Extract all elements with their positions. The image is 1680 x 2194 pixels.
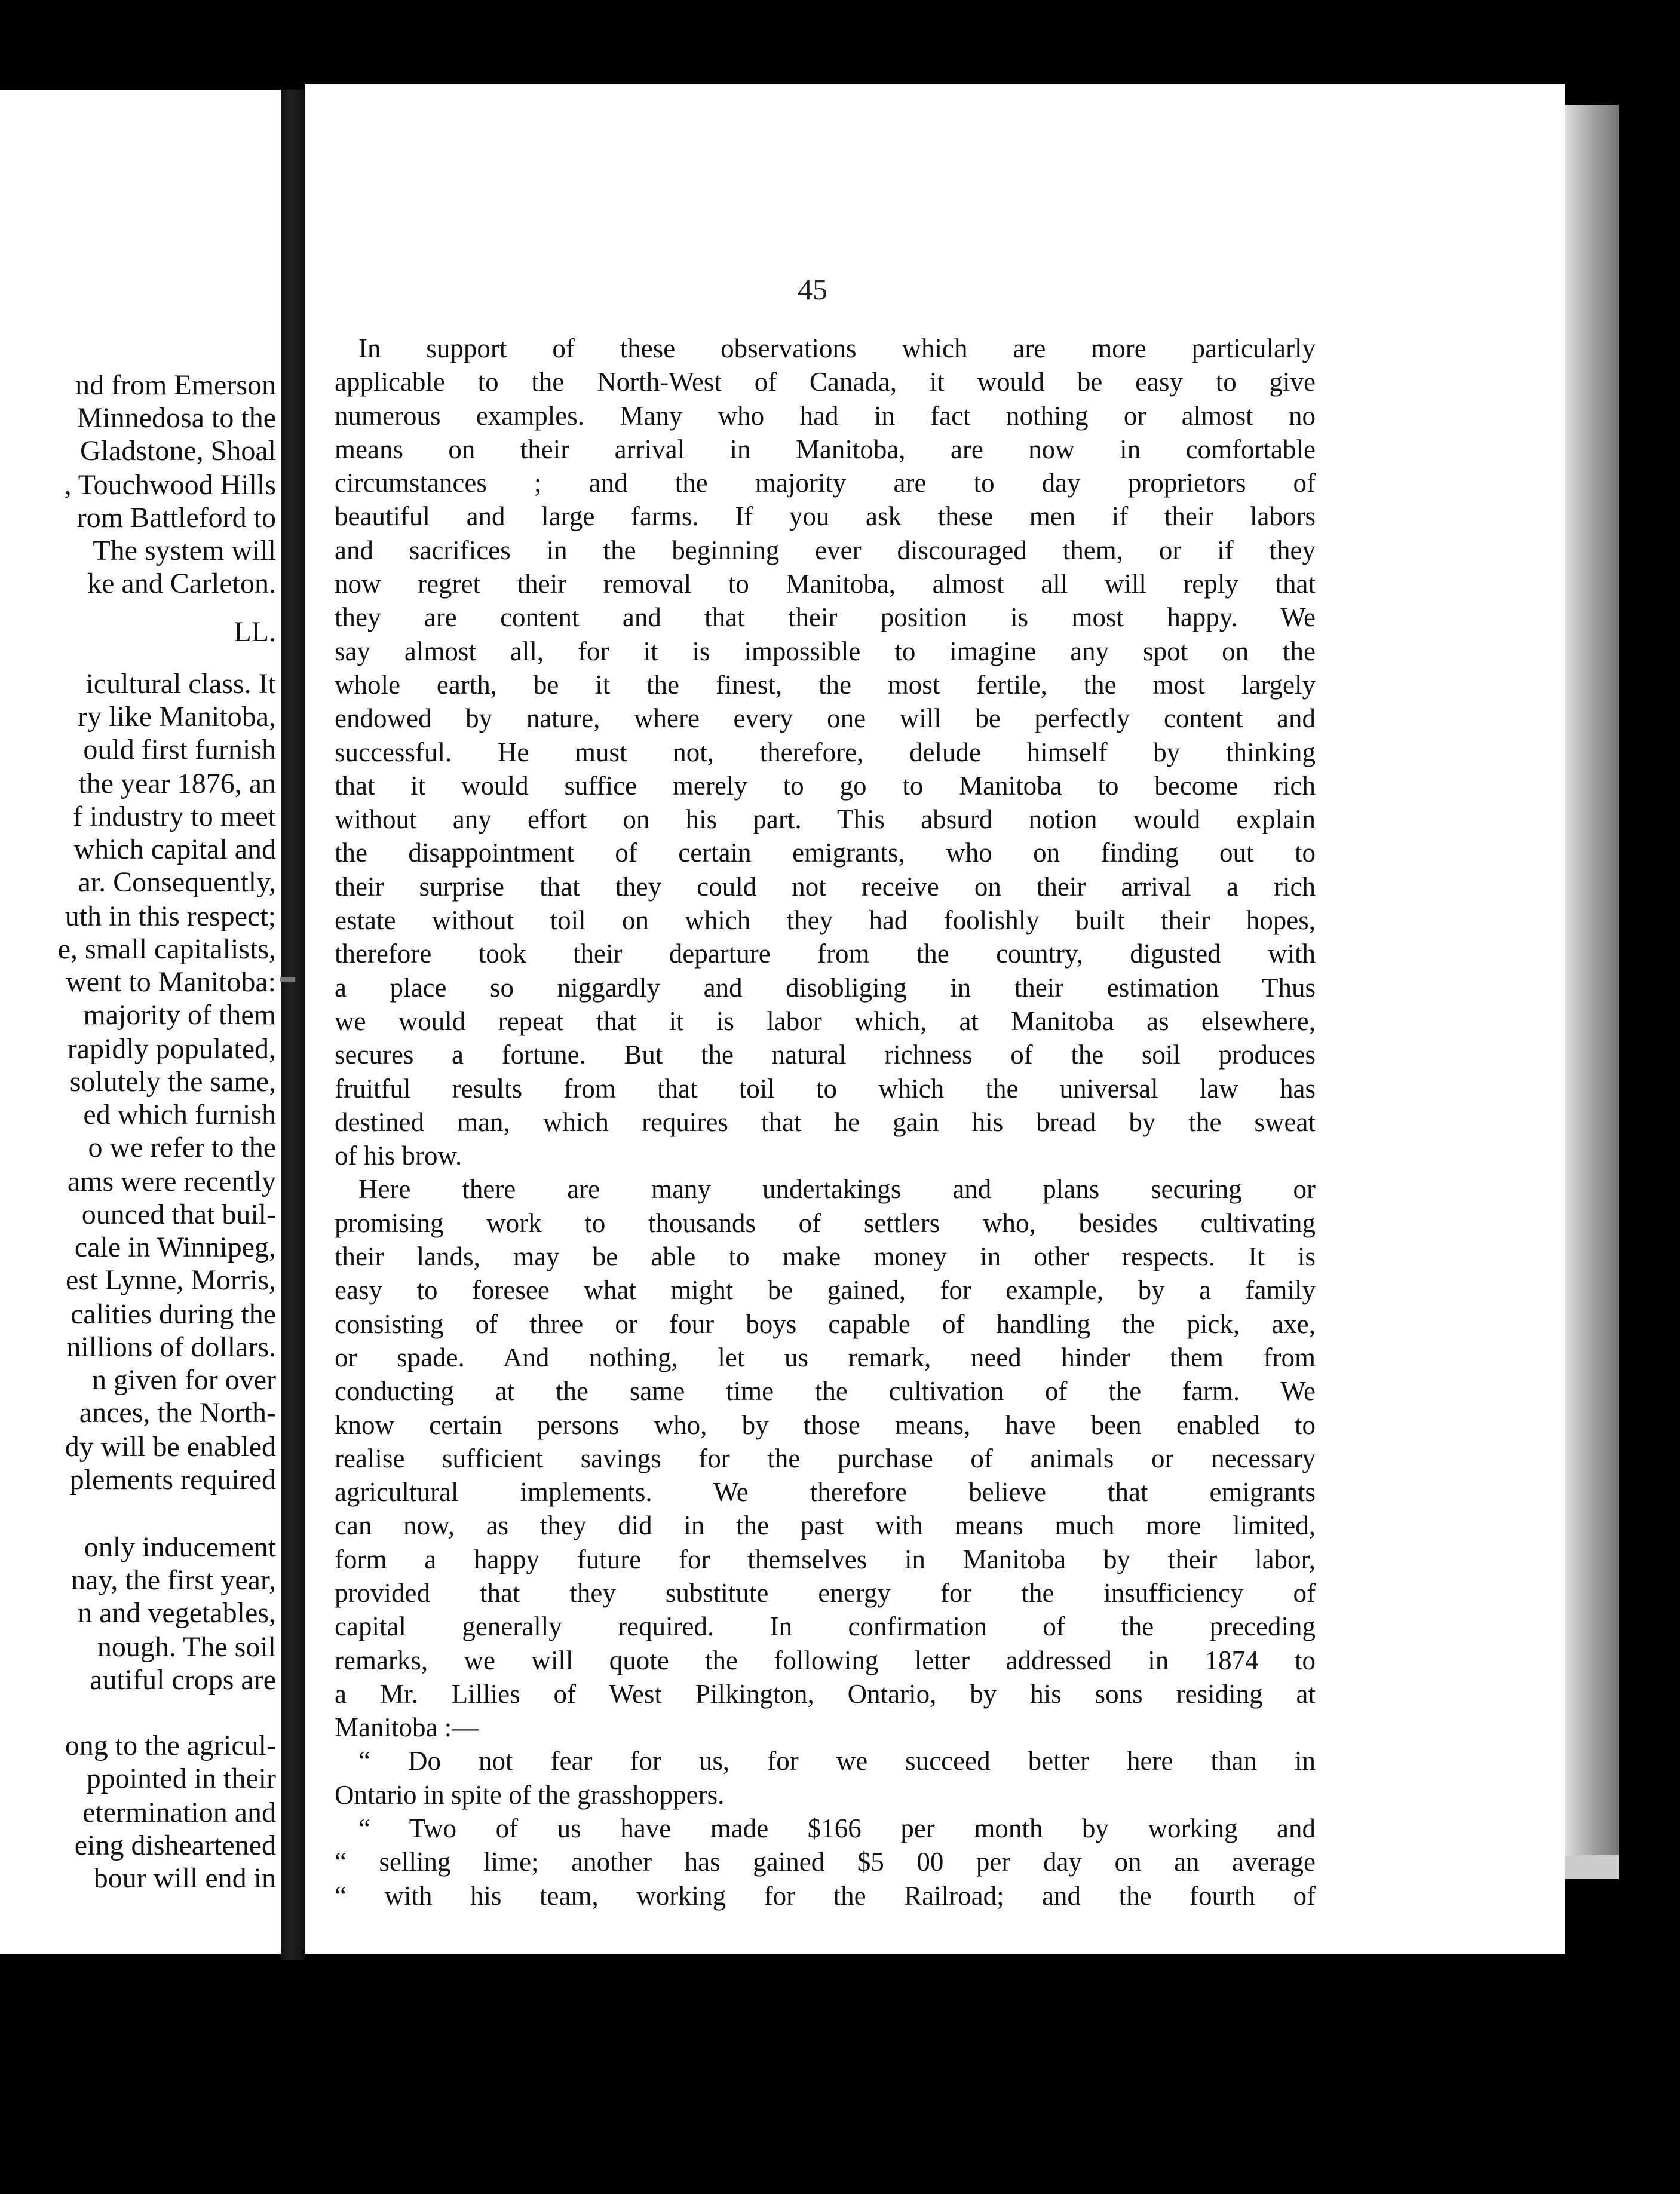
- text-line: their surprise that they could not receive on their arrival a rich: [335, 871, 1316, 902]
- text-line: of his brow.: [335, 1141, 462, 1171]
- text-line: applicable to the North-West of Canada, it would be easy to give: [335, 367, 1316, 397]
- left-page-line: Minnedosa to the: [76, 402, 276, 434]
- left-page-line: ances, the North-: [79, 1397, 276, 1429]
- text-line: now regret their removal to Manitoba, almost all will reply that: [335, 569, 1316, 599]
- text-line: a place so niggardly and disobliging in their estimation Thus: [335, 972, 1316, 1003]
- left-page-line: calities during the: [70, 1298, 276, 1330]
- left-page-line: , Touchwood Hills: [64, 469, 276, 501]
- text-line: beautiful and large farms. If you ask these men if their labors: [335, 501, 1316, 532]
- book-gutter: [281, 90, 305, 1960]
- text-line: fruitful results from that toil to which the universal law has: [335, 1073, 1316, 1104]
- left-page-line: plements required: [69, 1464, 276, 1496]
- left-page-line: LL.: [234, 616, 276, 648]
- left-page-line: nillions of dollars.: [66, 1331, 276, 1363]
- text-line: successful. He must not, therefore, delude himself by thinking: [335, 737, 1316, 767]
- left-page-line: only inducement: [84, 1531, 276, 1563]
- left-page-line: which capital and: [73, 834, 276, 865]
- left-page-line: ke and Carleton.: [87, 568, 276, 599]
- text-line: Ontario in spite of the grasshoppers.: [335, 1779, 725, 1810]
- left-page-line: ed which furnish: [83, 1099, 276, 1130]
- text-line: realise sufficient savings for the purchase of animals or necessary: [335, 1443, 1316, 1473]
- text-line: “ with his team, working for the Railroad; and the fourth of: [335, 1880, 1316, 1911]
- text-line: and sacrifices in the beginning ever discouraged them, or if they: [335, 535, 1316, 565]
- left-page-line: autiful crops are: [90, 1664, 276, 1696]
- left-page-line: rom Battleford to: [76, 502, 276, 534]
- text-line: Manitoba :—: [335, 1712, 479, 1743]
- text-line: destined man, which requires that he gain his bread by the sweat: [335, 1107, 1316, 1137]
- left-page-line: ounced that buil-: [81, 1199, 276, 1230]
- text-line: “ selling lime; another has gained $5 00 per day on an average: [335, 1847, 1316, 1877]
- text-line: the disappointment of certain emigrants, who on finding out to: [335, 838, 1316, 868]
- left-page-line: ppointed in their: [86, 1763, 276, 1794]
- left-page-line: ould first furnish: [83, 734, 276, 765]
- text-line: remarks, we will quote the following letter addressed in 1874 to: [335, 1645, 1316, 1675]
- left-page-line: ar. Consequently,: [78, 866, 276, 898]
- text-line: say almost all, for it is impossible to imagine any spot on the: [335, 636, 1316, 666]
- previous-page-fragment: [0, 90, 281, 1954]
- text-line: without any effort on his part. This absurd notion would explain: [335, 804, 1316, 835]
- text-line: “ Do not fear for us, for we succeed better here than in: [358, 1746, 1316, 1776]
- text-line: know certain persons who, by those means, have been enabled to: [335, 1409, 1316, 1440]
- left-page-line: ams were recently: [67, 1166, 276, 1197]
- left-page-line: o we refer to the: [88, 1132, 276, 1163]
- text-line: they are content and that their position is most happy. We: [335, 602, 1316, 633]
- text-line: provided that they substitute energy for the insufficiency of: [335, 1577, 1316, 1608]
- page-edge-corner: [1565, 1855, 1619, 1879]
- text-line: we would repeat that it is labor which, at Manitoba as elsewhere,: [335, 1006, 1316, 1036]
- text-line: Here there are many undertakings and plans securing or: [358, 1174, 1316, 1205]
- text-line: their lands, may be able to make money in other respects. It is: [335, 1242, 1316, 1272]
- text-line: that it would suffice merely to go to Manitoba to become rich: [335, 770, 1316, 801]
- text-line: promising work to thousands of settlers who, besides cultivating: [335, 1208, 1316, 1238]
- text-line: whole earth, be it the finest, the most fertile, the most largely: [335, 669, 1316, 700]
- text-line: a Mr. Lillies of West Pilkington, Ontario, by his sons residing at: [335, 1678, 1316, 1709]
- body-text: [335, 332, 1316, 1913]
- left-page-line: majority of them: [83, 999, 276, 1031]
- left-page-line: Gladstone, Shoal: [80, 435, 276, 467]
- text-line: therefore took their departure from the country, digusted with: [335, 939, 1316, 969]
- left-page-line: nough. The soil: [97, 1631, 276, 1663]
- left-page-line: nd from Emerson: [75, 369, 276, 401]
- left-page-line: etermination and: [82, 1797, 276, 1828]
- text-line: or spade. And nothing, let us remark, need hinder them from: [335, 1342, 1316, 1372]
- left-page-line: dy will be enabled: [65, 1431, 276, 1463]
- left-page-line: n and vegetables,: [78, 1597, 276, 1629]
- text-line: endowed by nature, where every one will be perfectly content and: [335, 703, 1316, 734]
- page-number: 45: [798, 272, 827, 306]
- left-page-line: eing disheartened: [74, 1830, 276, 1861]
- text-line: estate without toil on which they had foolishly built their hopes,: [335, 905, 1316, 936]
- text-line: numerous examples. Many who had in fact nothing or almost no: [335, 400, 1316, 431]
- left-page-line: The system will: [93, 535, 276, 566]
- left-page-line: icultural class. It: [85, 668, 276, 700]
- left-page-line: cale in Winnipeg,: [74, 1231, 276, 1263]
- text-line: conducting at the same time the cultivation of the farm. We: [335, 1376, 1316, 1407]
- text-line: secures a fortune. But the natural richness of the soil produces: [335, 1040, 1316, 1070]
- left-page-line: e, small capitalists,: [57, 933, 276, 965]
- text-line: circumstances ; and the majority are to day proprietors of: [335, 468, 1316, 498]
- left-page-line: uth in this respect;: [65, 900, 276, 932]
- left-page-line: est Lynne, Morris,: [66, 1264, 276, 1296]
- left-page-line: the year 1876, an: [78, 768, 276, 799]
- left-page-line: rapidly populated,: [67, 1033, 276, 1065]
- text-line: agricultural implements. We therefore believe that emigrants: [335, 1477, 1316, 1507]
- left-page-line: nay, the first year,: [71, 1564, 276, 1596]
- text-line: capital generally required. In confirmation of the preceding: [335, 1611, 1316, 1642]
- left-page-line: n given for over: [92, 1364, 276, 1396]
- text-line: easy to foresee what might be gained, for example, by a family: [335, 1275, 1316, 1306]
- text-line: can now, as they did in the past with means much more limited,: [335, 1510, 1316, 1541]
- text-line: means on their arrival in Manitoba, are now in comfortable: [335, 434, 1316, 464]
- left-page-line: ong to the agricul-: [65, 1730, 276, 1761]
- text-line: In support of these observations which are more particularly: [358, 333, 1316, 363]
- text-line: consisting of three or four boys capable of handling the pick, axe,: [335, 1309, 1316, 1339]
- left-page-line: ry like Manitoba,: [78, 701, 276, 733]
- text-line: “ Two of us have made $166 per month by working and: [358, 1813, 1316, 1844]
- text-line: form a happy future for themselves in Manitoba by their labor,: [335, 1544, 1316, 1574]
- scan-speck: [280, 977, 295, 982]
- page-edge-stack: [1565, 105, 1619, 1855]
- left-page-line: f industry to meet: [73, 801, 276, 832]
- left-page-line: solutely the same,: [69, 1066, 276, 1098]
- left-page-line: bour will end in: [93, 1862, 276, 1894]
- left-page-line: went to Manitoba:: [66, 966, 276, 998]
